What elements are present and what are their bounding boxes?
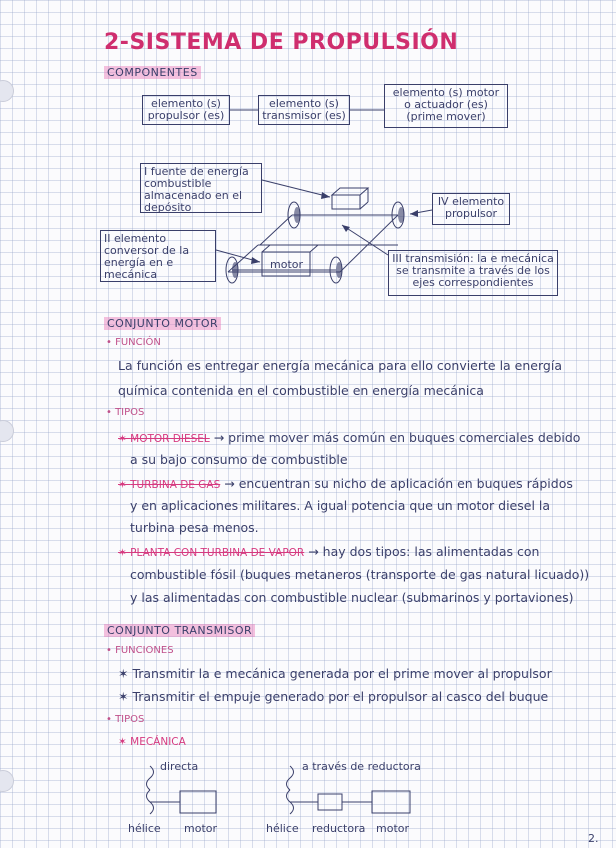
vapor-label: ✶ PLANTA CON TURBINA DE VAPOR (118, 547, 305, 559)
motor-label-1: motor (184, 822, 218, 835)
page-number: 2. (588, 832, 599, 845)
vapor-line-2: combustible fósil (buques metaneros (transporte de gas natural licuado)) (130, 567, 590, 582)
mecanica-label: ✶ MECÁNICA (118, 736, 186, 748)
components-heading: COMPONENTES (104, 66, 201, 79)
diesel-label: ✶ MOTOR DIESEL (118, 433, 210, 445)
gas-line-3: turbina pesa menos. (130, 520, 259, 535)
label-transmision: III transmisión: la e mecánica se transmite a través de los ejes correspondientes (388, 250, 558, 296)
gas-label: ✶ TURBINA DE GAS (118, 479, 221, 491)
vapor-line-1: ✶ PLANTA CON TURBINA DE VAPOR → hay dos tipos: las alimentadas con (118, 544, 540, 559)
reductora-title: a través de reductora (302, 760, 421, 773)
funcion-transmisor-2: ✶ Transmitir el empuje generado por el propulsor al casco del buque (118, 689, 549, 704)
gas-line-2: y en aplicaciones militares. A igual potencia que un motor diesel la (130, 498, 551, 513)
page-title: 2-SISTEMA DE PROPULSIÓN (104, 30, 459, 55)
funcion-label: • FUNCIÓN (106, 337, 161, 348)
motor-section-heading: CONJUNTO MOTOR (104, 317, 221, 330)
label-converter: II elemento conversor de la energía en e mecánica (100, 230, 216, 282)
helice-label-2: hélice (266, 822, 299, 835)
tipos-label: • TIPOS (106, 407, 145, 418)
gas-line-1: ✶ TURBINA DE GAS → encuentran su nicho de aplicación en buques rápidos (118, 476, 573, 491)
label-propulsor: IV elemento propulsor (432, 193, 510, 225)
funcion-line-1: La función es entregar energía mecánica para ello convierte la energía (118, 358, 562, 373)
funcion-line-2: química contenida en el combustible en energía mecánica (118, 383, 484, 398)
diesel-line-2: a su bajo consumo de combustible (130, 452, 348, 467)
funciones-label: • FUNCIONES (106, 645, 174, 656)
label-fuel-source: I fuente de energía combustible almacenado en el depósito (140, 163, 262, 213)
propulsor-box: elemento (s) propulsor (es) (142, 95, 230, 125)
reductora-label: reductora (312, 822, 366, 835)
vapor-line-3: y las alimentadas con combustible nuclear (submarinos y portaviones) (130, 590, 574, 605)
motor-label: motor (270, 258, 304, 271)
helice-label-1: hélice (128, 822, 161, 835)
diesel-line-1: ✶ MOTOR DIESEL → prime mover más común en buques comerciales debido (118, 430, 581, 445)
motor-box: elemento (s) motor o actuador (es) (prime mover) (384, 84, 508, 128)
transmisor-box: elemento (s) transmisor (es) (258, 95, 350, 125)
funcion-transmisor-1: ✶ Transmitir la e mecánica generada por el prime mover al propulsor (118, 666, 552, 681)
motor-label-2: motor (376, 822, 410, 835)
transmisor-section-heading: CONJUNTO TRANSMISOR (104, 624, 255, 637)
directa-label: directa (160, 760, 199, 773)
tipos-transmisor-label: • TIPOS (106, 714, 145, 725)
